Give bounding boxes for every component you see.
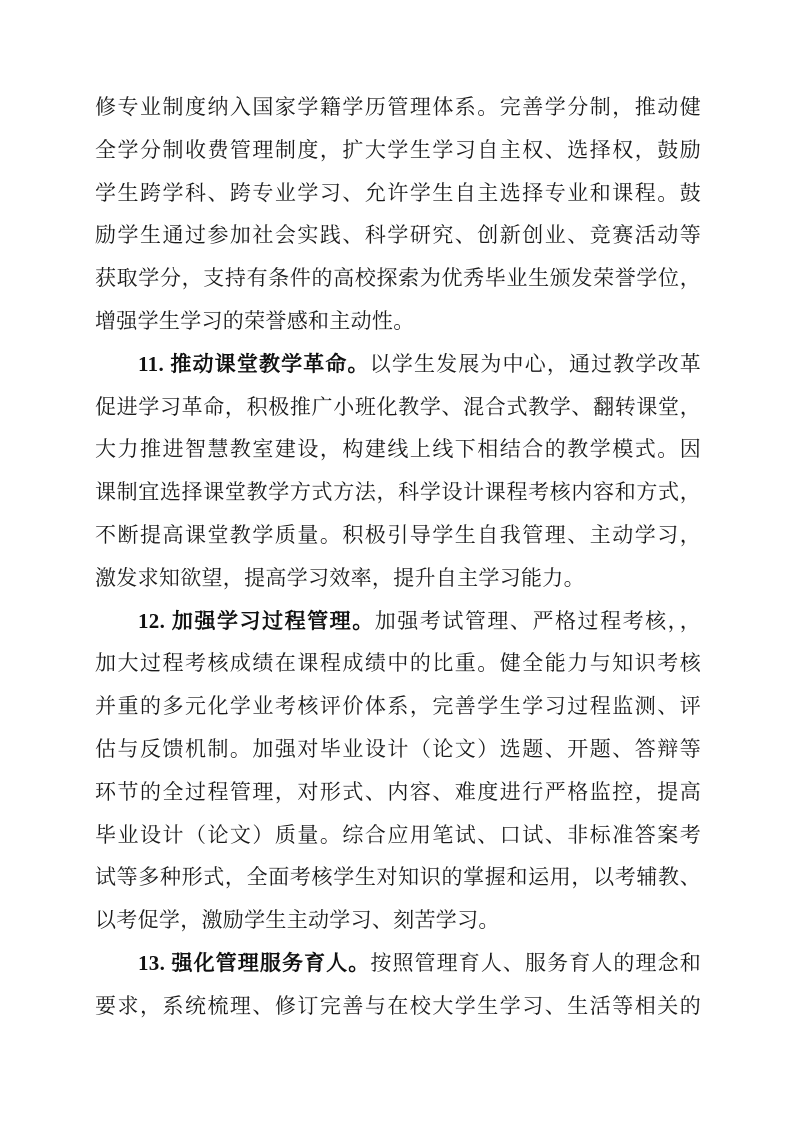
item-11-last-line: 激发求知欲望，提高学习效率，提升自主学习能力。 [95,565,585,590]
item-11-line: 促进学习革命，积极推广小班化教学、混合式教学、翻转课堂， [95,394,701,419]
paragraph-continuation-line: 学生跨学科、跨专业学习、允许学生自主选择专业和课程。鼓 [95,180,701,205]
item-11-line: 课制宜选择课堂教学方式方法，科学设计课程考核内容和方式， [95,480,701,505]
item-12-line: 试等多种形式，全面考核学生对知识的掌握和运用，以考辅教、 [95,865,701,890]
item-12-line: 环节的全过程管理，对形式、内容、难度进行严格监控，提高 [95,779,701,804]
item-12-last-line: 以考促学，激励学生主动学习、刻苦学习。 [95,908,500,933]
item-13-line: 要求，系统梳理、修订完善与在校大学生学习、生活等相关的 [95,993,701,1018]
item-12-line: 加大过程考核成绩在课程成绩中的比重。健全能力与知识考核 [95,651,701,676]
item-13-text: 按照管理育人、服务育人的理念和 [370,950,701,975]
item-12-line: 并重的多元化学业考核评价体系，完善学生学习过程监测、评 [95,694,701,719]
item-12-text: 加强考试管理、严格过程考核，， [374,608,701,633]
paragraph-continuation-last-line: 增强学生学习的荣誉感和主动性。 [95,308,415,333]
item-11-line: 大力推进智慧教室建设，构建线上线下相结合的教学模式。因 [95,437,701,462]
item-11-heading: 11. 推动课堂教学革命。 [138,351,370,376]
item-12-line: 毕业设计（论文）质量。综合应用笔试、口试、非标准答案考 [95,822,701,847]
item-13-heading: 13. 强化管理服务育人。 [138,950,371,975]
item-13-first-line [95,942,701,985]
paragraph-continuation-line: 修专业制度纳入国家学籍学历管理体系。完善学分制，推动健 [95,95,701,119]
paragraph-continuation-line: 励学生通过参加社会实践、科学研究、创新创业、竞赛活动等 [95,223,701,248]
item-11-line: 不断提高课堂教学质量。积极引导学生自我管理、主动学习， [95,522,701,547]
document-body [95,86,701,1028]
item-12-heading: 12. 加强学习过程管理。 [138,608,375,633]
paragraph-continuation-line: 获取学分，支持有条件的高校探索为优秀毕业生颁发荣誉学位， [95,266,701,291]
item-12-first-line [95,600,701,643]
item-11-first-line [95,343,701,386]
item-11-text: 以学生发展为中心，通过教学改革 [369,351,701,376]
paragraph-continuation-line: 全学分制收费管理制度，扩大学生学习自主权、选择权，鼓励 [95,137,701,162]
item-12-line: 估与反馈机制。加强对毕业设计（论文）选题、开题、答辩等 [95,736,701,761]
